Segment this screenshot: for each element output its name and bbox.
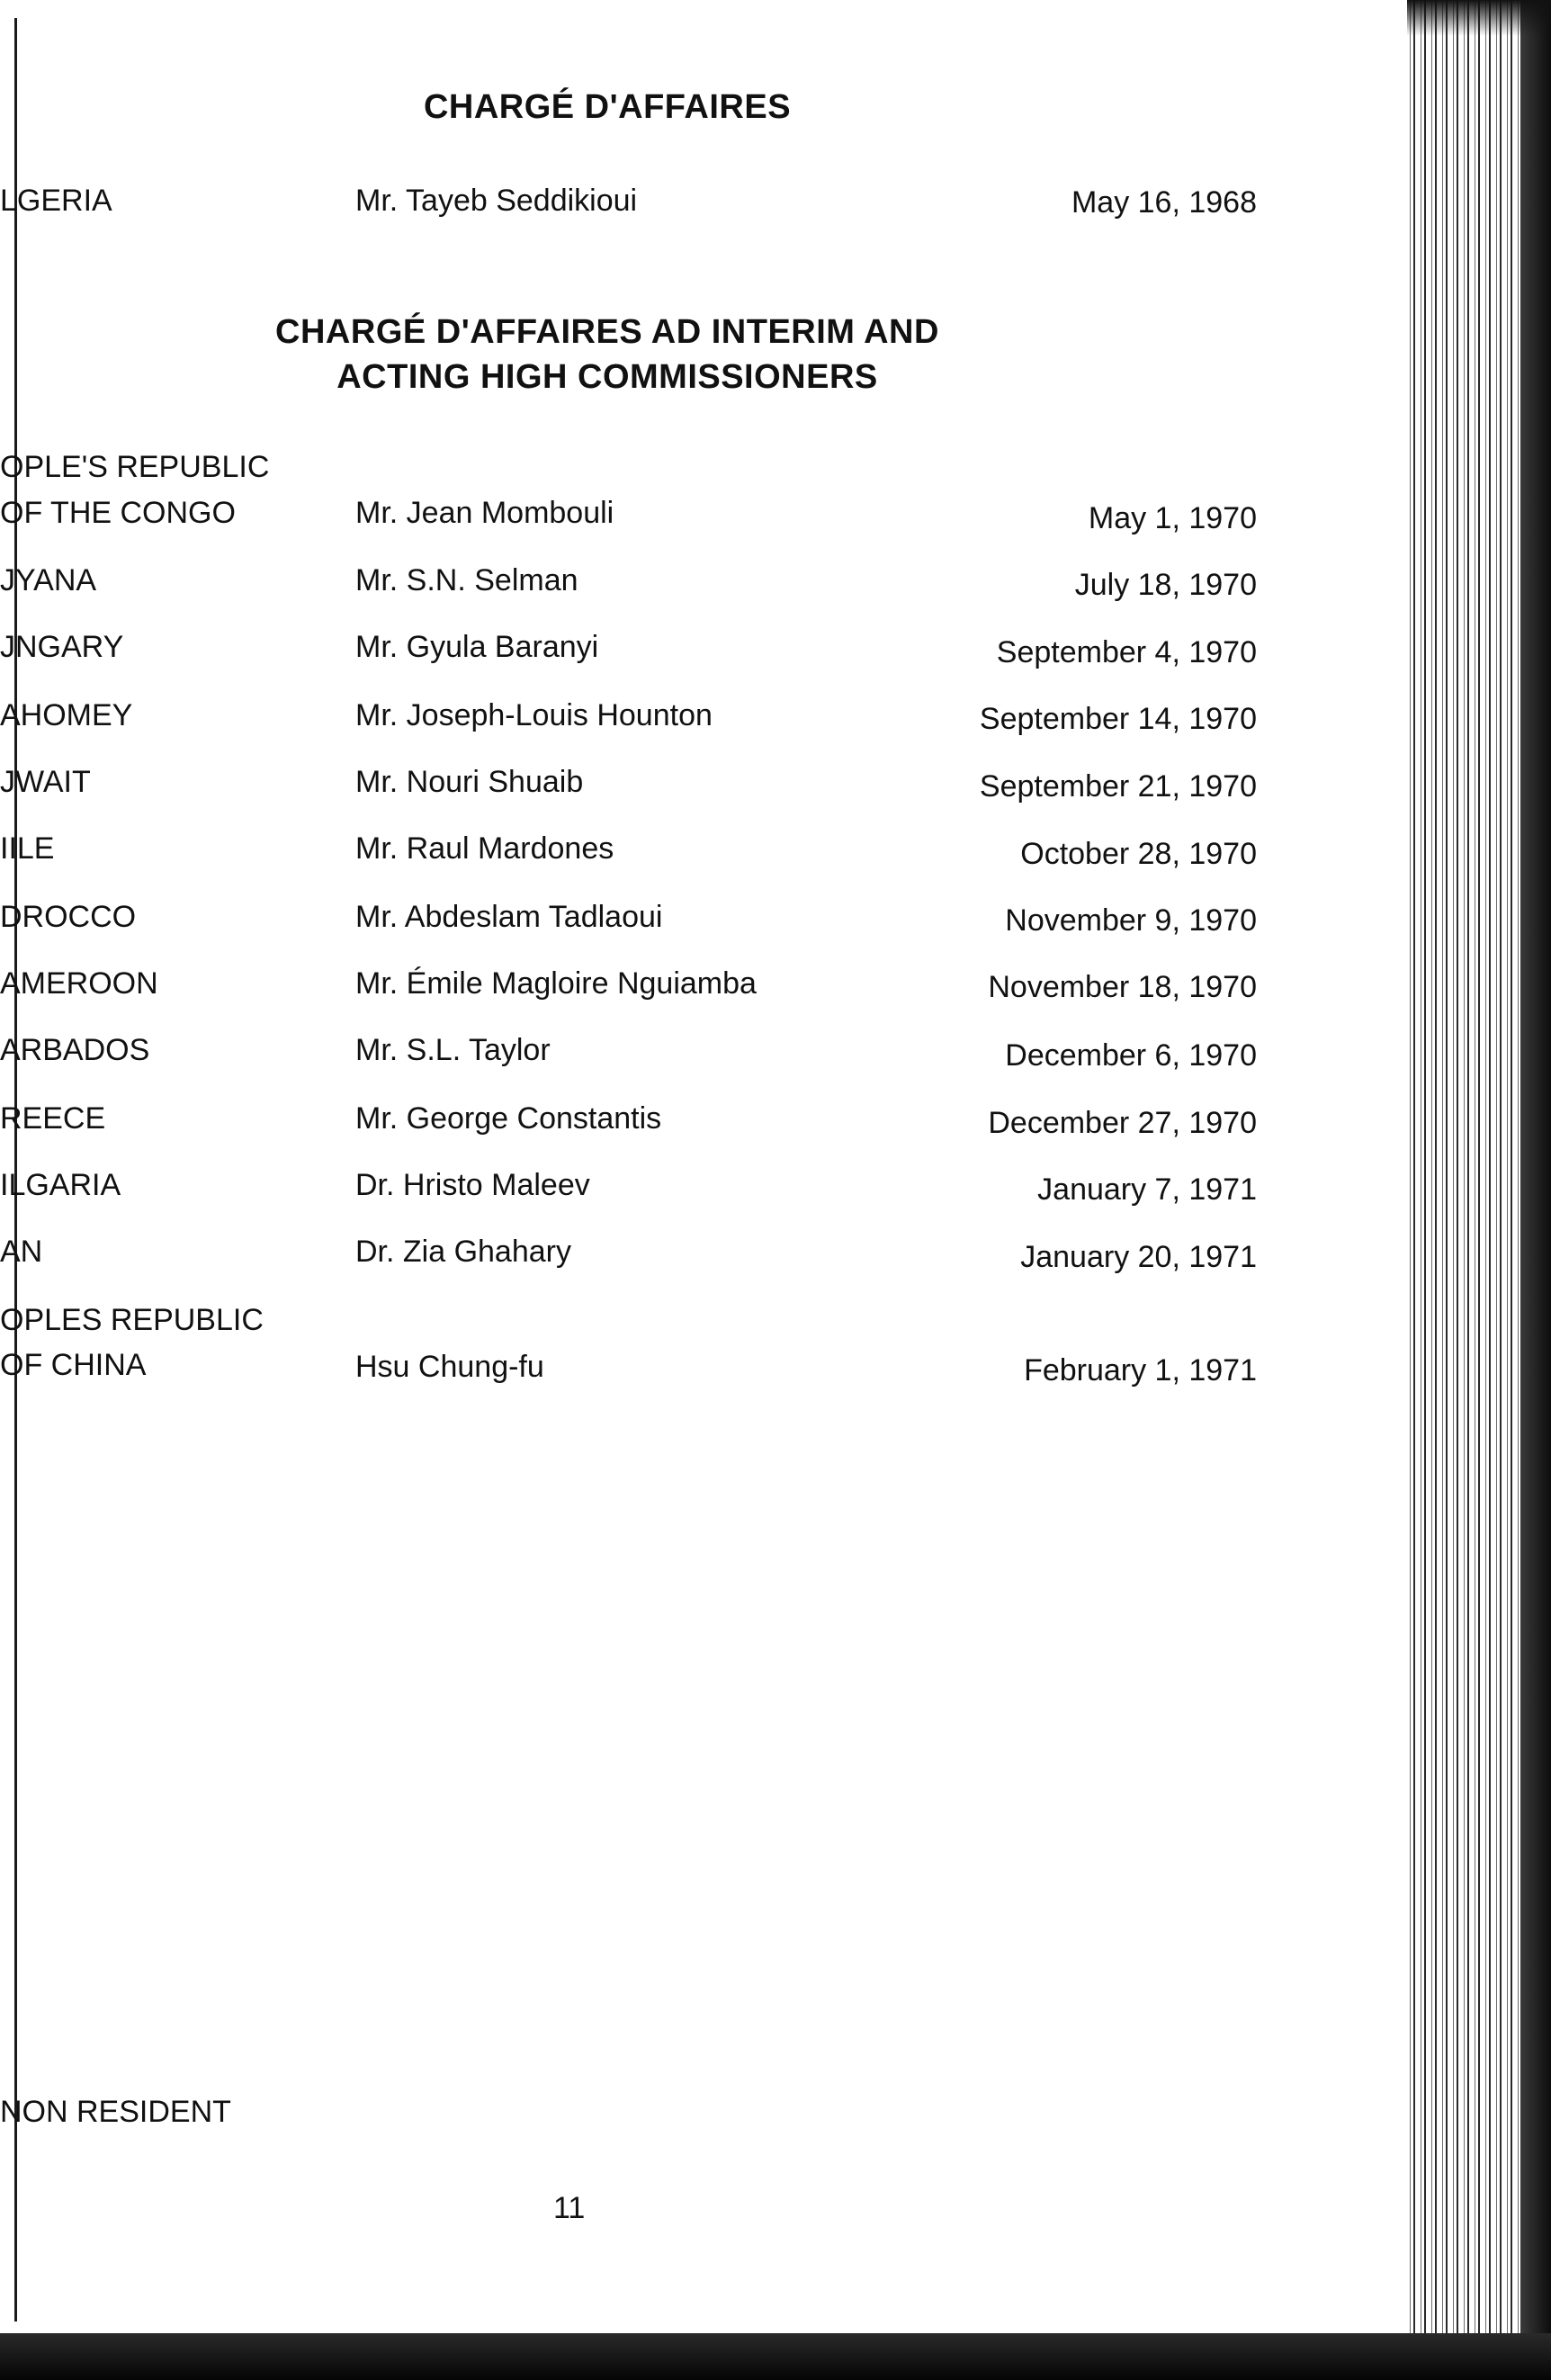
page-number: 11 — [553, 2191, 586, 2225]
section-heading-line2: ACTING HIGH COMMISSIONERS — [336, 358, 878, 396]
footnote: NON RESIDENT — [0, 2095, 231, 2129]
date-cell: September 21, 1970 — [979, 769, 1257, 804]
country-cell: JYANA — [0, 563, 97, 597]
date-cell: November 9, 1970 — [1005, 903, 1257, 938]
date-cell: January 7, 1971 — [1037, 1172, 1257, 1207]
date-cell: May 16, 1968 — [1071, 185, 1257, 220]
person-cell: Mr. Nouri Shuaib — [355, 765, 584, 799]
person-cell: Mr. Raul Mardones — [355, 831, 614, 866]
country-cell: ARBADOS — [0, 1033, 150, 1067]
country-cell: AHOMEY — [0, 698, 133, 732]
date-cell: January 20, 1971 — [1020, 1240, 1257, 1274]
country-cell: REECE — [0, 1101, 106, 1136]
country-cell: OF THE CONGO — [0, 496, 236, 530]
country-cell: JWAIT — [0, 765, 91, 799]
section-heading-line1: CHARGÉ D'AFFAIRES AD INTERIM AND — [275, 313, 939, 351]
country-cell: IILE — [0, 831, 55, 866]
country-cell: LGERIA — [0, 184, 112, 218]
country-cell: OF CHINA — [0, 1348, 147, 1382]
country-cell: AN — [0, 1235, 43, 1269]
date-cell: December 27, 1970 — [988, 1106, 1257, 1140]
date-cell: July 18, 1970 — [1074, 568, 1257, 602]
date-cell: October 28, 1970 — [1020, 837, 1257, 871]
page-stack-edge — [1407, 0, 1551, 2340]
person-cell: Mr. Abdeslam Tadlaoui — [355, 900, 663, 934]
person-cell: Mr. Jean Mombouli — [355, 496, 614, 530]
page-stack-shadow — [1407, 0, 1551, 36]
country-cell-line1: OPLE'S REPUBLIC — [0, 450, 270, 484]
country-cell: ILGARIA — [0, 1168, 121, 1202]
person-cell: Mr. Joseph-Louis Hounton — [355, 698, 713, 732]
date-cell: September 4, 1970 — [996, 635, 1257, 669]
section-heading-charge-daffaires: CHARGÉ D'AFFAIRES — [423, 88, 792, 126]
person-cell: Mr. Gyula Baranyi — [355, 630, 599, 664]
person-cell: Mr. S.N. Selman — [355, 563, 578, 597]
person-cell: Mr. Émile Magloire Nguiamba — [355, 966, 757, 1001]
person-cell: Mr. Tayeb Seddikioui — [355, 184, 638, 218]
date-cell: September 14, 1970 — [979, 702, 1257, 736]
country-cell: DROCCO — [0, 900, 137, 934]
person-cell: Mr. George Constantis — [355, 1101, 662, 1136]
person-cell: Dr. Zia Ghahary — [355, 1235, 571, 1269]
country-cell: JNGARY — [0, 630, 124, 664]
scan-bottom-edge — [0, 2333, 1551, 2380]
date-cell: December 6, 1970 — [1005, 1038, 1257, 1073]
person-cell: Mr. S.L. Taylor — [355, 1033, 551, 1067]
date-cell: November 18, 1970 — [988, 970, 1257, 1004]
country-cell: AMEROON — [0, 966, 158, 1001]
person-cell: Hsu Chung-fu — [355, 1350, 544, 1384]
country-cell-line1: OPLES REPUBLIC — [0, 1303, 264, 1337]
person-cell: Dr. Hristo Maleev — [355, 1168, 590, 1202]
date-cell: February 1, 1971 — [1024, 1353, 1257, 1388]
date-cell: May 1, 1970 — [1088, 501, 1257, 535]
